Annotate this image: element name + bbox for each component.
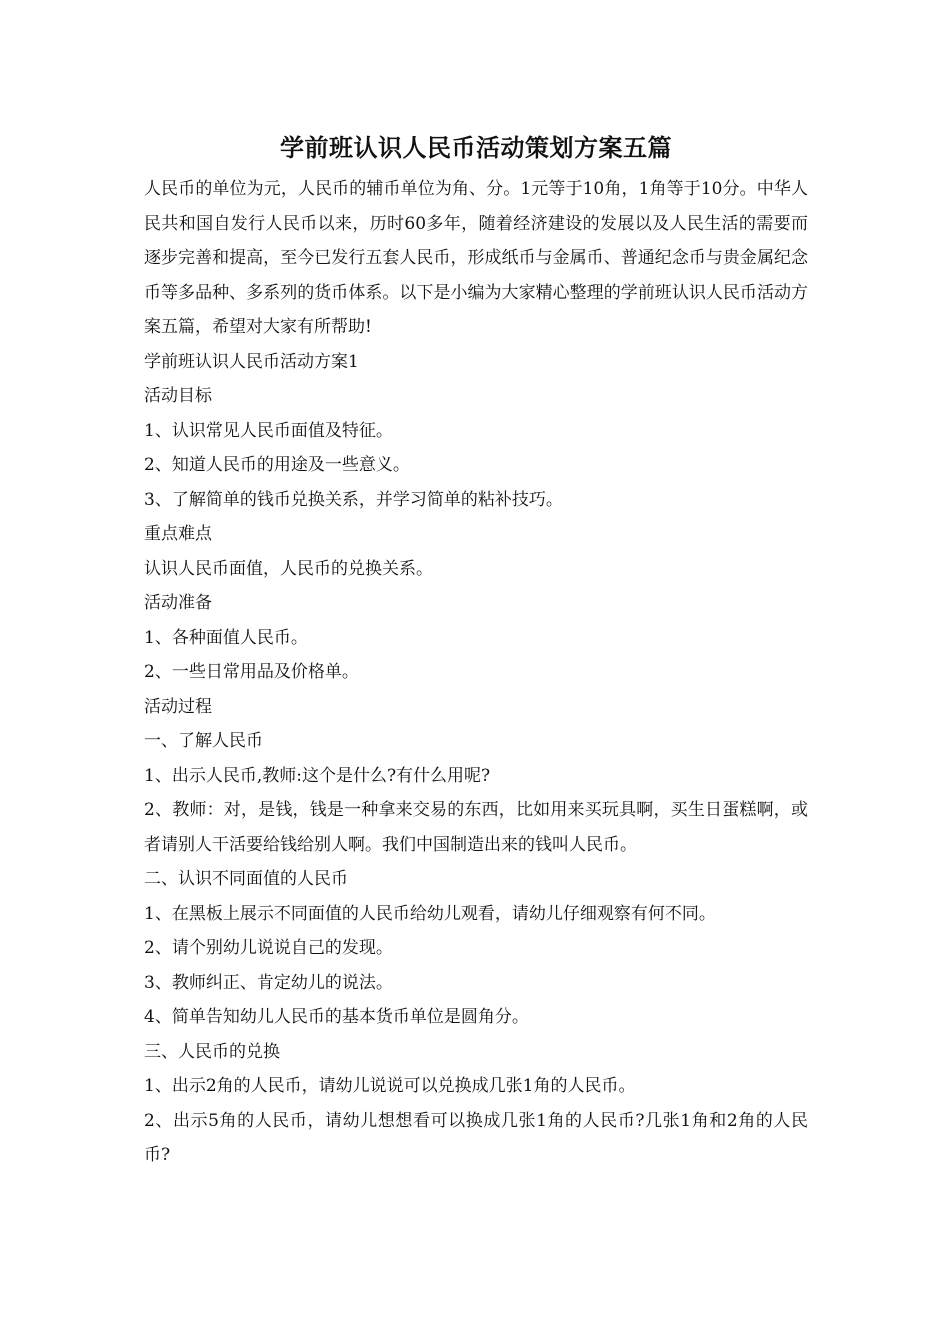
body-line: 认识人民币面值，人民币的兑换关系。 xyxy=(144,558,433,579)
intro-paragraph: 人民币的单位为元，人民币的辅币单位为角、分。1元等于10角，1角等于10分。中华人民共和国自发行人民币以来，历时60多年，随着经济建设的发展以及人民生活的需要而逐步完善和提高，至今已发行五套人民币，形成纸币与金属币、普通纪念币与贵金属纪念币等多品种、多系列的货币体系。以下是小编为大家精心整理的学前班认识人民币活动方案五篇，希望对大家有所帮助! xyxy=(144,179,808,337)
list-item: 1、出示2角的人民币，请幼儿说说可以兑换成几张1角的人民币。 xyxy=(144,1076,636,1096)
list-item: 2、出示5角的人民币，请幼儿想想看可以换成几张1角的人民币?几张1角和2角的人民币? xyxy=(144,1110,808,1165)
document-body xyxy=(144,130,808,1173)
subsection-heading: 一、了解人民币 xyxy=(144,731,263,751)
subsection-heading: 二、认识不同面值的人民币 xyxy=(144,869,348,889)
list-item: 1、各种面值人民币。 xyxy=(144,627,308,648)
section-heading-preparation: 活动准备 xyxy=(144,593,212,613)
list-item: 3、了解简单的钱币兑换关系，并学习简单的粘补技巧。 xyxy=(144,489,563,510)
list-item: 2、知道人民币的用途及一些意义。 xyxy=(144,455,410,475)
list-item: 1、认识常见人民币面值及特征。 xyxy=(144,420,393,441)
list-item: 1、出示人民币,教师:这个是什么?有什么用呢? xyxy=(144,765,491,786)
list-item: 2、教师：对，是钱，钱是一种拿来交易的东西，比如用来买玩具啊，买生日蛋糕啊，或者请别人干活要给钱给别人啊。我们中国制造出来的钱叫人民币。 xyxy=(144,800,808,855)
list-item: 1、在黑板上展示不同面值的人民币给幼儿观看，请幼儿仔细观察有何不同。 xyxy=(144,903,716,924)
section-heading-goals: 活动目标 xyxy=(144,386,212,406)
subsection-heading: 三、人民币的兑换 xyxy=(144,1041,280,1062)
list-item: 2、一些日常用品及价格单。 xyxy=(144,662,359,682)
section-heading-key-points: 重点难点 xyxy=(144,524,212,544)
document-title: 学前班认识人民币活动策划方案五篇 xyxy=(280,133,672,162)
list-item: 3、教师纠正、肯定幼儿的说法。 xyxy=(144,972,393,993)
list-item: 2、请个别幼儿说说自己的发现。 xyxy=(144,938,393,958)
plan-heading: 学前班认识人民币活动方案1 xyxy=(144,351,359,372)
section-heading-process: 活动过程 xyxy=(144,696,212,717)
list-item: 4、简单告知幼儿人民币的基本货币单位是圆角分。 xyxy=(144,1007,529,1027)
